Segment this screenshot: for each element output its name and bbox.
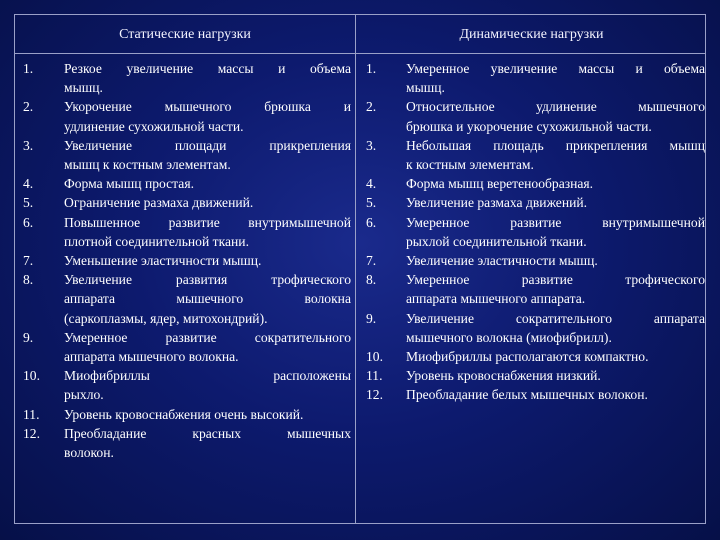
dynamic-item-text: мышц. [406,80,445,96]
static-item-text: мышц. [64,80,103,96]
static-item-number: 3. [23,137,34,153]
static-item-text: Ограничение размаха движений. [64,195,254,211]
dynamic-item-text: Умеренное увеличение массы и объема [406,61,705,76]
dynamic-item [356,59,707,97]
static-item-number: 2. [23,99,34,115]
dynamic-item-text: Увеличение сократительного аппарата [406,310,705,326]
dynamic-item [356,347,707,366]
dynamic-item-text: Относительное удлинение мышечного [406,99,705,115]
dynamic-item-number: 4. [366,176,377,192]
dynamic-item [356,309,707,347]
dynamic-item-number: 2. [366,99,377,115]
static-loads-column [15,59,355,462]
static-loads-header: Статические нагрузки [119,27,251,42]
static-item-text: аппарата мышечного волокна. [64,349,239,365]
static-item-text: Резкое увеличение массы и объема [64,61,351,76]
static-item-number: 6. [23,214,34,230]
static-item-text: Умеренное развитие сократительного [64,329,351,345]
dynamic-item-text: Умеренное развитие трофического [406,272,705,288]
dynamic-item-text: Уровень кровоснабжения низкий. [406,368,601,384]
dynamic-item-number: 8. [366,272,377,288]
static-item-number: 4. [23,176,34,192]
static-item [15,424,355,462]
dynamic-item-number: 1. [366,61,377,76]
static-item-text: Форма мышц простая. [64,176,194,192]
static-item [15,366,355,404]
static-item-text: Укорочение мышечного брюшка и [64,99,351,115]
static-item [15,174,355,193]
static-item-number: 12. [23,425,40,441]
dynamic-item-text: аппарата мышечного аппарата. [406,291,586,307]
static-item [15,193,355,212]
dynamic-item-number: 5. [366,195,377,211]
static-item-text: аппарата мышечного волокна [64,291,351,307]
dynamic-item-number: 9. [366,310,377,326]
dynamic-item-text: брюшка и укорочение сухожильной части. [406,118,652,134]
static-item-text: Уровень кровоснабжения очень высокий. [64,406,304,422]
static-item-number: 1. [23,61,34,76]
dynamic-item [356,366,707,385]
static-item-text: плотной соединительной ткани. [64,233,249,249]
static-item-number: 10. [23,368,40,384]
dynamic-item-text: рыхлой соединительной ткани. [406,233,587,249]
dynamic-item-number: 6. [366,214,377,230]
dynamic-item [356,251,707,270]
dynamic-loads-header: Динамические нагрузки [459,27,604,42]
dynamic-item-text: Форма мышц веретенообразная. [406,176,594,192]
static-item [15,97,355,135]
static-item-number: 5. [23,195,34,211]
dynamic-loads-column [356,59,707,405]
static-item-text: удлинение сухожильной части. [64,118,244,134]
static-item [15,136,355,174]
dynamic-item [356,213,707,251]
static-item-text: Повышенное развитие внутримышечной [64,214,351,230]
dynamic-item-text: к костным элементам. [406,157,534,173]
static-item [15,251,355,270]
static-item-text: рыхло. [64,387,104,403]
static-item [15,328,355,366]
dynamic-item [356,193,707,212]
static-item [15,213,355,251]
header-divider [15,53,705,54]
static-item-number: 9. [23,329,34,345]
static-item-text: Преобладание красных мышечных [64,425,351,441]
dynamic-item-text: Небольшая площадь прикрепления мышц [406,137,705,153]
dynamic-item [356,136,707,174]
dynamic-item-number: 11. [366,368,383,384]
static-item-text: Увеличение площади прикрепления [64,137,351,153]
static-item-text: мышц к костным элементам. [64,157,231,173]
comparison-table [14,14,706,524]
static-item-text: волокон. [64,445,114,461]
static-item-text: Увеличение развития трофического [64,272,351,288]
static-item-number: 8. [23,272,34,288]
static-item-text: Уменьшение эластичности мышц. [64,253,262,269]
dynamic-item-number: 3. [366,137,377,153]
static-item-text: Миофибриллы расположены [64,368,351,384]
dynamic-item [356,385,707,404]
static-item-number: 11. [23,406,40,422]
dynamic-item-text: Увеличение размаха движений. [406,195,588,211]
dynamic-item-text: Увеличение эластичности мышц. [406,253,598,269]
dynamic-item-text: Миофибриллы располагаются компактно. [406,349,649,365]
dynamic-item-number: 7. [366,253,377,269]
static-item [15,270,355,328]
dynamic-item-text: мышечного волокна (миофибрилл). [406,329,612,345]
static-item [15,405,355,424]
dynamic-item-number: 10. [366,349,383,365]
static-item [15,59,355,97]
dynamic-item-text: Преобладание белых мышечных волокон. [406,387,648,403]
dynamic-item [356,270,707,308]
dynamic-item [356,174,707,193]
dynamic-item [356,97,707,135]
dynamic-item-text: Умеренное развитие внутримышечной [406,214,705,230]
static-item-text: (саркоплазмы, ядер, митохондрий). [64,310,268,326]
dynamic-item-number: 12. [366,387,383,403]
static-item-number: 7. [23,253,34,269]
